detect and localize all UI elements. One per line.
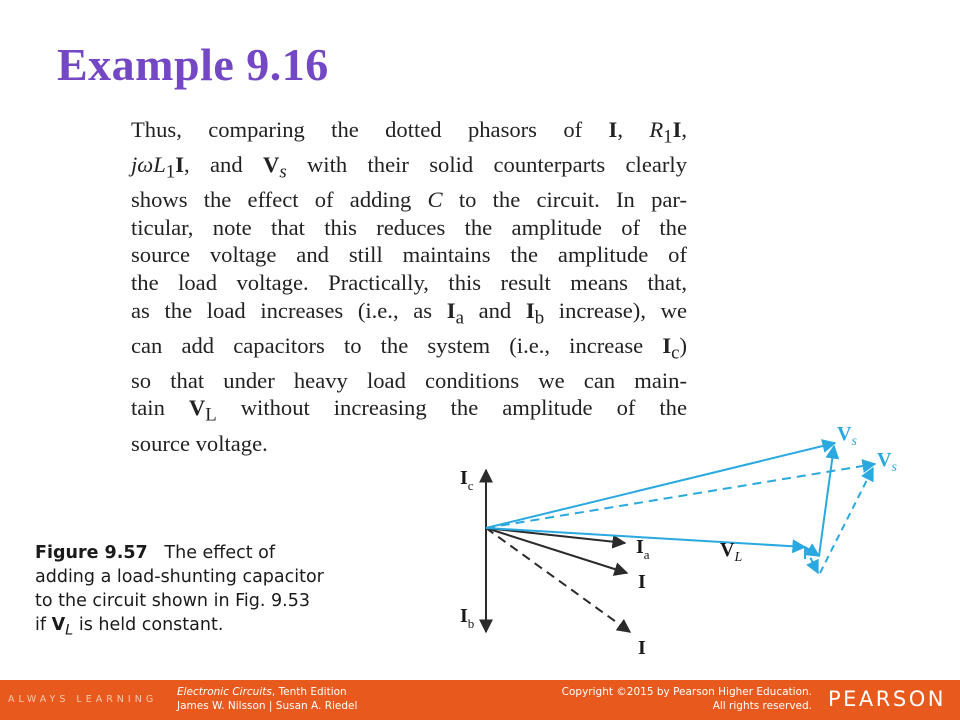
jwl1i-solid-phasor: [819, 446, 834, 556]
body-line-4: ticular, note that this reduces the amplitude of the: [131, 214, 687, 240]
vl-label: $V_L$: [720, 539, 743, 565]
body-line-2: jωL$_1$I, and $V_s$ with their solid counterparts clearly: [131, 152, 687, 183]
body-line-9: so that under heavy load conditions we can main-: [131, 367, 687, 393]
caption-line-4: if $V_L$ is held constant.: [35, 615, 224, 639]
vs-solid-phasor: [486, 443, 835, 528]
i-dashed-label: I: [638, 637, 646, 659]
phasor-diagram: [420, 410, 900, 660]
body-line-8: can add capacitors to the system (i.e., increase $I_c$): [131, 332, 687, 364]
copyright-notice: Copyright ©2015 by Pearson Higher Education. All rights reserved.: [561, 686, 812, 712]
body-line-10: tain $V_L$ without increasing the amplitude of the: [131, 395, 688, 426]
body-line-1: Thus, comparing the dotted phasors of I, $R_1I$,: [131, 117, 688, 148]
vs-dashed-phasor: [486, 464, 875, 528]
body-line-3: shows the effect of adding C to the circuit. In par-: [131, 187, 687, 213]
body-line-11: source voltage.: [131, 430, 268, 456]
body-line-6: the load voltage. Practically, this result means that,: [131, 270, 687, 295]
body-line-7: as the load increases (i.e., as $I_a$ and $I_b$ increase), we: [131, 297, 687, 329]
body-line-5: source voltage and still maintains the amplitude of: [131, 242, 687, 268]
ic-label: $I_c$: [460, 467, 474, 493]
caption-label: Figure 9.57: [35, 543, 148, 563]
book-info: Electronic Circuits, Tenth Edition James W. Nilsson | Susan A. Riedel: [177, 686, 358, 712]
i-dashed-current-arrow: [486, 528, 630, 632]
figure-caption: [35, 541, 445, 643]
vs-solid-label: $V_s$: [837, 423, 857, 449]
ib-label: $I_b$: [460, 605, 475, 631]
caption-line-2: adding a load-shunting capacitor: [35, 567, 324, 587]
caption-line-1: Figure 9.57 The effect of: [35, 543, 276, 563]
caption-line-3: to the circuit shown in Fig. 9.53: [35, 591, 310, 611]
footer-bar: [0, 680, 960, 720]
vs-dashed-label: $V_s$: [877, 449, 897, 475]
pearson-logo: PEARSON: [828, 687, 946, 711]
slide-title: Example 9.16: [57, 39, 329, 90]
example-body-text: [131, 116, 687, 457]
ia-label: $I_a$: [636, 536, 650, 562]
always-learning-tagline: ALWAYS LEARNING: [8, 694, 158, 705]
i-solid-label: I: [638, 571, 646, 593]
